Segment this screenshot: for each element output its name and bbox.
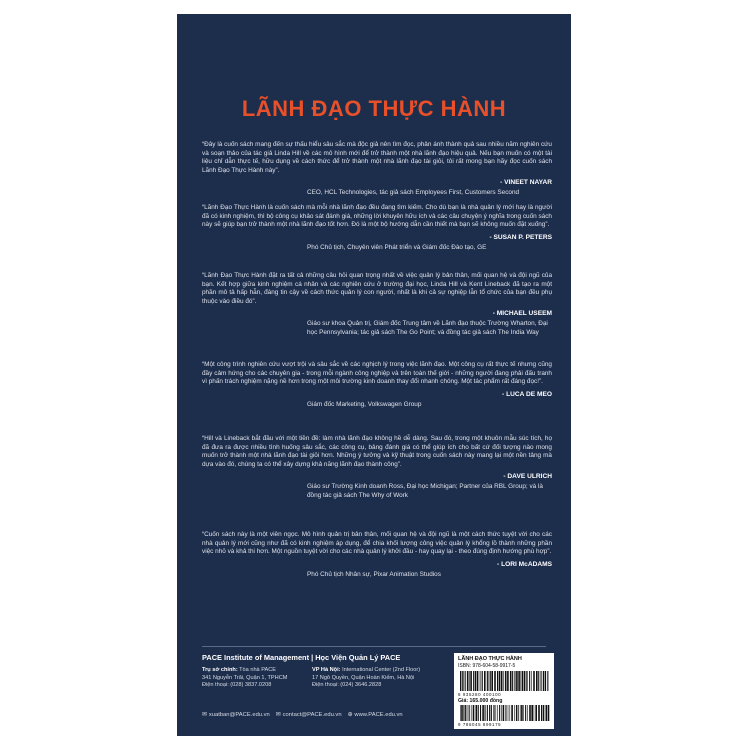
barcode-bar	[529, 705, 531, 721]
barcode-bottom-number: 9 786045 899175	[458, 722, 502, 727]
barcode-bar	[511, 705, 513, 721]
barcode-bar	[467, 671, 469, 691]
barcode-bar	[477, 671, 478, 691]
barcode-bar	[461, 705, 463, 721]
review-role: Giáo sư khoa Quản trị, Giám đốc Trung tâm về Lãnh đạo thuộc Trường Wharton, Đại học Pennsylvania; tác giả sách The Go Point; và đồng tác giả sách The India Way	[307, 320, 548, 336]
barcode-bar	[518, 671, 520, 691]
barcode-bar	[473, 671, 474, 691]
barcode-bar	[478, 705, 479, 721]
review-role: Giáo sư Trường Kinh doanh Ross, Đại học Michigan; Partner của RBL Group; và là đồng tác giả sách The Why of Work	[307, 483, 543, 499]
barcode-bar	[534, 705, 535, 721]
barcode-bar	[505, 671, 507, 691]
barcode-bar	[470, 671, 472, 691]
barcode-bar	[521, 705, 523, 721]
barcode-bars	[458, 705, 550, 721]
barcode-top	[458, 671, 550, 691]
barcode-bar	[521, 671, 522, 691]
barcode-bar	[484, 671, 486, 691]
barcode-bar	[494, 671, 496, 691]
hq-line: Tòa nhà PACE	[239, 667, 277, 673]
review-author: - MICHAEL USEEM	[492, 310, 552, 318]
barcode-bar	[462, 671, 463, 691]
barcode-bar	[518, 705, 519, 721]
barcode-bar	[507, 671, 509, 691]
barcode-bar	[524, 671, 525, 691]
barcode-bar	[463, 671, 464, 691]
barcode-bar	[465, 671, 466, 691]
barcode-bar	[541, 671, 542, 691]
barcode-bar	[533, 671, 535, 691]
barcode-bar	[523, 705, 524, 721]
hn-line: 17 Ngô Quyền, Quận Hoàn Kiếm, Hà Nội	[312, 674, 415, 681]
barcode-bar	[496, 705, 497, 721]
barcode-bar	[520, 705, 521, 721]
barcode-bar	[460, 705, 461, 721]
barcode-bar	[510, 671, 512, 691]
review-block	[202, 272, 552, 337]
review-block	[202, 435, 552, 500]
publisher-name: PACE Institute of Management | Học Viện Quản Lý PACE	[202, 653, 401, 662]
barcode-bar	[527, 705, 528, 721]
review-author: - LORI McADAMS	[497, 560, 552, 568]
barcode-bar	[510, 705, 511, 721]
review-block	[202, 141, 552, 198]
barcode-bar	[480, 705, 481, 721]
review-quote: “Cuốn sách này là một viên ngọc. Mô hình quản trị bản thân, mối quan hệ và đội ngũ là một cách thức tuyệt vời cho các nhà quản lý mới cũng như đã có kinh nghiệm áp dụng, để chia khối lượng công việc quản lý khổng lồ thành những phần việc nhỏ và khả thi hơn. Một nguồn tuyệt vời cho các nhà quản lý khởi đầu - hay quay lại - theo đúng định hướng phù hợp”.	[202, 531, 552, 556]
barcode-top-number: 8 935280 400100	[458, 692, 502, 697]
barcode-bar	[489, 705, 490, 721]
barcode-bar	[487, 705, 488, 721]
barcode-bar	[525, 705, 526, 721]
barcode-bar	[503, 705, 505, 721]
barcode-bar	[491, 705, 492, 721]
barcode-bar	[545, 671, 546, 691]
barcode-bar	[522, 671, 524, 691]
barcode-bar	[501, 671, 503, 691]
review-block	[202, 361, 552, 409]
barcode-bar	[471, 705, 472, 721]
hq-label: Trụ sở chính:	[202, 667, 238, 673]
website-item[interactable]	[348, 712, 403, 718]
barcode-bar	[465, 705, 466, 721]
email-link[interactable]: contact@PACE.edu.vn	[282, 712, 342, 718]
review-quote: “Lãnh Đạo Thực Hành là cuốn sách mà mỗi nhà lãnh đạo đều đang tìm kiếm. Cho dù bạn là nhà quản lý mới hay là người đã có kinh nghiệm, thì bộ công cụ khảo sát đánh giá, những lời khuyên hữu ích và các câu chuyện ý nghĩa trong cuốn sách này sẽ giúp bạn trở thành một nhà lãnh đạo tốt hơn. Đó là một bộ hướng dẫn cần thiết mà bạn sẽ không muốn đặt xuống”.	[202, 204, 552, 229]
book-title: LÃNH ĐẠO THỰC HÀNH	[241, 96, 507, 121]
barcode-bar	[460, 671, 461, 691]
barcode-bar	[485, 705, 486, 721]
barcode-bar	[526, 671, 527, 691]
review-author: - VINEET NAYAR	[500, 179, 552, 187]
barcode-bar	[501, 705, 502, 721]
globe-icon: ⊕	[347, 712, 353, 718]
review-quote: “Một công trình nghiên cứu vượt trội và sâu sắc về các nghịch lý trong việc lãnh đạo. Một công cụ rất thực tế nhưng cũng đầy cảm hứng cho các chuyên gia - trong mỗi ngành công nghiệp và trên toàn thế giới - những người đang phải đấu tranh vì phấn trách nghiệm nặng nề hơn trong một môi trường kinh doanh thay đổi nhanh chóng. Một tác phẩm rất đáng đọc!”.	[202, 361, 552, 386]
barcode-bar	[514, 705, 515, 721]
hq-line: Điện thoại: (028) 3837.0208	[202, 682, 272, 689]
barcode-label	[454, 653, 554, 729]
review-quote: “Đây là cuốn sách mang đến sự thấu hiểu sâu sắc mà độc giả nên tìm đọc, phản ánh thành quả sau nhiều năm nghiên cứu và soạn thảo của tác giả Linda Hill về các mô hình mới để trở thành một nhà lãnh đạo hiệu quả. Nếu bạn muốn có một tài liệu chỉ dẫn thực tế, hữu dụng về cách thức để trở thành một nhà lãnh đạo tài giỏi, tôi rất mong bạn hãy đọc cuốn sách Lãnh Đạo Thực Hành này”.	[202, 141, 552, 174]
review-quote: “Lãnh Đạo Thực Hành đặt ra tất cả những câu hỏi quan trọng nhất về việc quản lý bản thân, mối quan hệ và đội ngũ của bạn. Kết hợp giữa kinh nghiệm cá nhân và các nghiên cứu ở trường đại học, Linda Hill và Kent Lineback đã tạo ra một phần mô tả hấp hẫn, đáng tin cậy về cách thức quản lý con người, nhất là khi cả sự nghiệp lẫn tổ chức của bạn đều phụ thuộc vào điều đó”.	[202, 272, 552, 305]
price-text: Giá: 165.000 đồng	[458, 698, 503, 704]
barcode-bar	[516, 671, 518, 691]
barcode-bar	[505, 705, 506, 721]
barcode-bar	[543, 671, 545, 691]
email-item[interactable]	[202, 712, 270, 718]
isbn-text: ISBN: 978-604-58-9917-5	[458, 663, 516, 669]
publisher-footer	[177, 646, 571, 736]
barcode-title: LÃNH ĐẠO THỰC HÀNH	[458, 656, 522, 662]
barcode-bar	[503, 671, 504, 691]
barcode-bar	[469, 705, 470, 721]
hq-line: 341 Nguyễn Trãi, Quận 1, TPHCM	[202, 674, 288, 681]
barcode-bar	[516, 705, 517, 721]
review-role: CEO, HCL Technologies, tác giả sách Employees First, Customers Second	[307, 189, 520, 197]
review-quote: “Hill và Lineback bắt đầu với một tiền đề: làm nhà lãnh đạo không hề dễ dàng. Sau đó, trong một khuôn mẫu súc tích, họ đã đưa ra được nhiều tình huống sâu sắc, các công cụ, bảng đánh giá có thể giúp ích cho bất cứ đối tượng nào mong muốn trở thành một nhà lãnh đạo tài giỏi hơn. Những ý tưởng và kỹ thuật trong cuốn sách này mang lại một nền tảng mà dựa vào đó, chúng ta có thể xây dựng khả năng lãnh đạo thành công”.	[202, 435, 552, 468]
barcode-bars	[458, 671, 550, 691]
barcode-bar	[547, 671, 548, 691]
review-block	[202, 204, 552, 252]
barcode-bar	[490, 671, 491, 691]
barcode-bar	[541, 705, 542, 721]
hq-address	[202, 667, 322, 690]
barcode-bar	[469, 671, 470, 691]
review-block	[202, 531, 552, 579]
hn-label: VP Hà Nội:	[312, 667, 341, 673]
barcode-bar	[543, 705, 545, 721]
mail-icon: ✉	[202, 712, 207, 718]
barcode-bar	[467, 705, 468, 721]
barcode-bar	[494, 705, 495, 721]
contact-row	[202, 712, 403, 718]
hn-line: International Center (2nd Floor)	[342, 667, 421, 673]
website-link[interactable]: www.PACE.edu.vn	[354, 712, 403, 718]
barcode-bar	[473, 705, 475, 721]
barcode-bar	[481, 671, 482, 691]
review-role: Giám đốc Marketing, Volkswagen Group	[307, 400, 422, 408]
barcode-bar	[489, 671, 490, 691]
barcode-bar	[497, 705, 498, 721]
barcode-bar	[493, 705, 494, 721]
footer-divider	[202, 646, 546, 647]
review-role: Phó Chủ tịch, Chuyên viên Phát triển và Giám đốc Đào tạo, GE	[307, 243, 487, 251]
barcode-bar	[499, 705, 500, 721]
barcode-bar	[529, 671, 530, 691]
mail-icon: ✉	[275, 712, 281, 718]
barcode-bar	[479, 671, 480, 691]
barcode-bar	[475, 671, 477, 691]
barcode-bottom	[458, 705, 550, 721]
barcode-bar	[536, 671, 538, 691]
email-link[interactable]: xuatban@PACE.edu.vn	[208, 712, 270, 718]
barcode-bar	[548, 705, 550, 721]
barcode-bar	[499, 671, 501, 691]
barcode-bar	[535, 705, 537, 721]
review-role: Phó Chủ tịch Nhân sự, Pixar Animation Studios	[307, 570, 441, 578]
review-author: - LUCA DE MEO	[502, 390, 552, 398]
barcode-bar	[497, 671, 498, 691]
barcode-bar	[491, 671, 493, 691]
barcode-bar	[508, 705, 509, 721]
hn-line: Điện thoại: (024) 3646.2828	[312, 682, 382, 689]
review-author: - DAVE ULRICH	[503, 473, 552, 481]
barcode-bar	[531, 705, 533, 721]
review-author: - SUSAN P. PETERS	[489, 233, 552, 241]
barcode-bar	[463, 705, 464, 721]
barcode-bar	[531, 671, 532, 691]
barcode-bar	[482, 671, 483, 691]
barcode-bar	[538, 705, 540, 721]
barcode-bar	[546, 705, 548, 721]
email-item[interactable]	[276, 712, 342, 718]
book-back-cover	[177, 14, 571, 736]
barcode-bar	[538, 671, 539, 691]
barcode-bar	[527, 671, 528, 691]
barcode-bar	[514, 671, 515, 691]
barcode-bar	[487, 671, 488, 691]
barcode-bar	[512, 671, 513, 691]
hanoi-address	[312, 667, 452, 690]
barcode-bar	[476, 705, 478, 721]
barcode-bar	[482, 705, 484, 721]
